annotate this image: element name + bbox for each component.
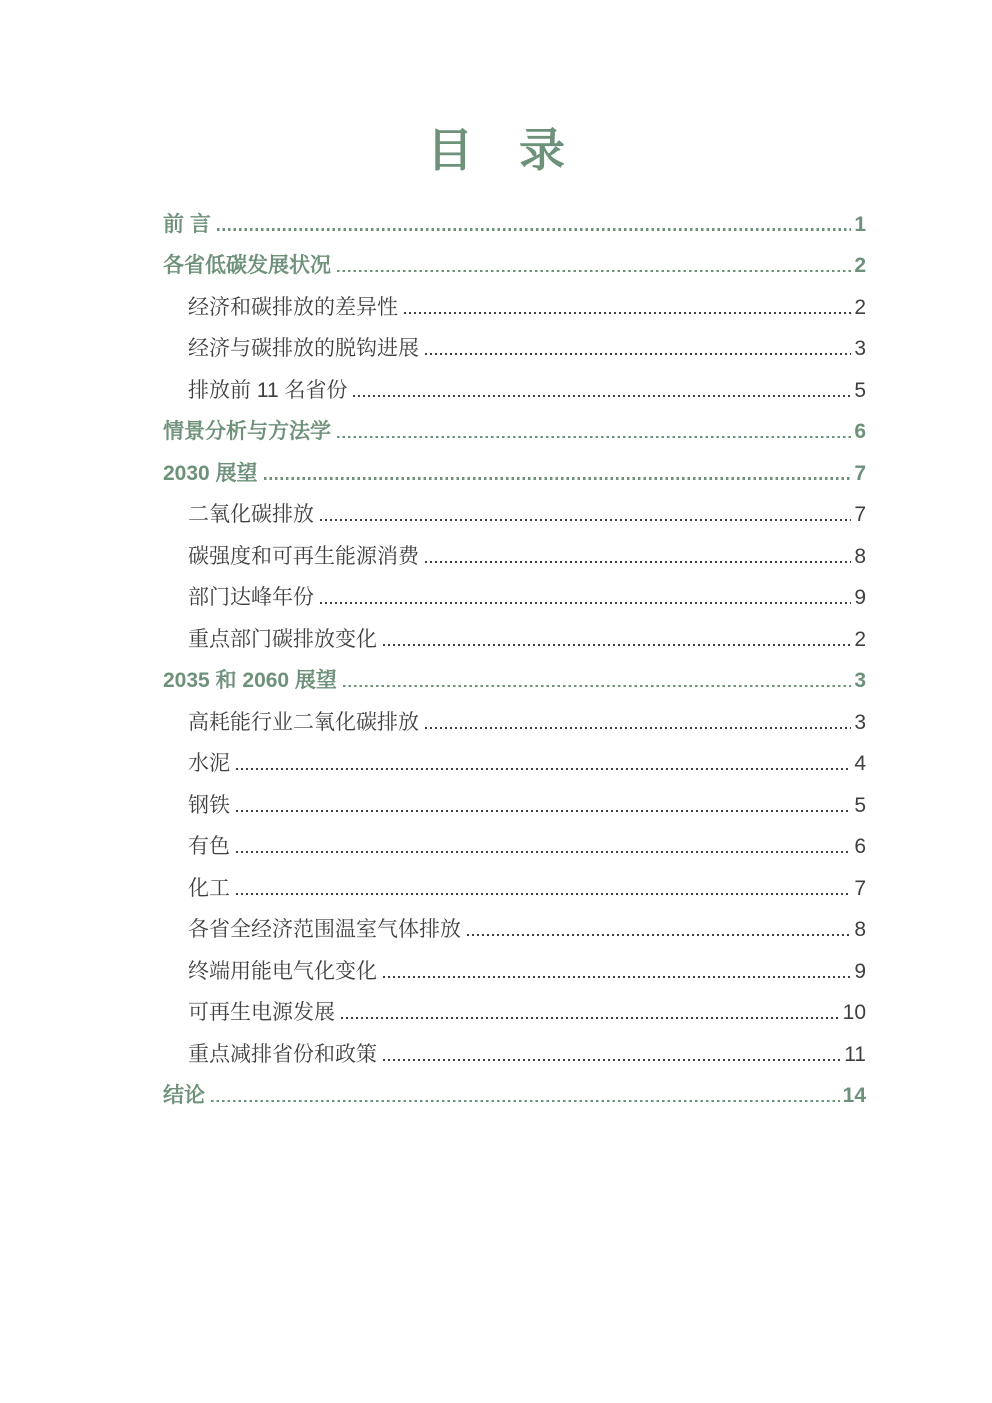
dot-leader bbox=[337, 270, 851, 273]
toc-entry-page: 3 bbox=[854, 337, 866, 360]
toc-entry-page: 10 bbox=[842, 1001, 866, 1024]
toc-entry-page: 4 bbox=[854, 752, 866, 775]
toc-entry-page: 7 bbox=[854, 503, 866, 526]
toc-entry-page: 6 bbox=[854, 835, 866, 858]
toc-entry-page: 9 bbox=[854, 959, 866, 983]
dot-leader bbox=[236, 768, 851, 770]
toc-entry[interactable] bbox=[163, 906, 866, 948]
toc-entry-label: 情景分析与方法学 bbox=[163, 420, 331, 443]
dot-leader bbox=[236, 893, 851, 895]
dot-leader bbox=[425, 353, 851, 355]
toc-entry-label: 排放前 11 名省份 bbox=[188, 378, 348, 402]
toc-entry[interactable] bbox=[163, 740, 866, 782]
toc-entry-label: 终端用能电气化变化 bbox=[188, 959, 377, 983]
toc-entry-label: 钢铁 bbox=[188, 793, 230, 817]
toc-entry-page: 14 bbox=[842, 1084, 866, 1107]
dot-leader bbox=[353, 395, 851, 397]
toc-entry-page: 1 bbox=[854, 212, 866, 236]
toc-entry-page: 8 bbox=[854, 918, 866, 941]
toc-entry-page: 3 bbox=[854, 710, 866, 734]
toc-entry-page: 5 bbox=[854, 793, 866, 817]
dot-leader bbox=[236, 810, 851, 812]
dot-leader bbox=[425, 727, 851, 729]
dot-leader bbox=[320, 519, 851, 521]
toc-entry[interactable] bbox=[163, 1072, 866, 1114]
dot-leader bbox=[383, 976, 851, 978]
toc-entry[interactable] bbox=[163, 366, 866, 408]
toc-entry[interactable] bbox=[163, 325, 866, 367]
toc-entry-label: 经济与碳排放的脱钩进展 bbox=[188, 337, 419, 360]
toc-entry-page: 9 bbox=[854, 586, 866, 609]
toc-entry-label: 前 言 bbox=[163, 212, 211, 236]
dot-leader bbox=[236, 851, 851, 853]
toc-entry[interactable] bbox=[163, 449, 866, 491]
toc-entry[interactable] bbox=[163, 823, 866, 865]
dot-leader bbox=[320, 602, 851, 604]
toc-entry[interactable] bbox=[163, 574, 866, 616]
toc-entry[interactable] bbox=[163, 615, 866, 657]
dot-leader bbox=[383, 1059, 841, 1061]
toc-entry[interactable] bbox=[163, 781, 866, 823]
toc-entry[interactable] bbox=[163, 408, 866, 450]
toc-entry[interactable] bbox=[163, 532, 866, 574]
toc-entry-label: 可再生电源发展 bbox=[188, 1001, 335, 1024]
toc-entry-page: 6 bbox=[854, 420, 866, 443]
toc-entry-page: 7 bbox=[854, 876, 866, 900]
toc-entry-label: 化工 bbox=[188, 876, 230, 900]
toc-entry-page: 2 bbox=[854, 627, 866, 651]
dot-leader bbox=[404, 312, 851, 314]
toc-entry-label: 有色 bbox=[188, 835, 230, 858]
toc-entry-label: 2030 展望 bbox=[163, 461, 258, 485]
page-title: 目 录 bbox=[427, 124, 565, 176]
toc-entry-label: 经济和碳排放的差异性 bbox=[188, 295, 398, 319]
dot-leader bbox=[383, 644, 851, 646]
toc-entry-label: 部门达峰年份 bbox=[188, 586, 314, 609]
toc-entry-label: 碳强度和可再生能源消费 bbox=[188, 544, 419, 568]
toc-entry[interactable] bbox=[163, 989, 866, 1031]
toc-entry-label: 各省全经济范围温室气体排放 bbox=[188, 918, 461, 941]
dot-leader bbox=[264, 477, 852, 480]
toc-entry-label: 重点部门碳排放变化 bbox=[188, 627, 377, 651]
toc-entry-page: 7 bbox=[854, 461, 866, 485]
dot-leader bbox=[217, 228, 851, 231]
toc-entry-label: 二氧化碳排放 bbox=[188, 503, 314, 526]
toc-entry[interactable] bbox=[163, 200, 866, 242]
dot-leader bbox=[343, 685, 851, 688]
dot-leader bbox=[341, 1017, 840, 1019]
toc-entry[interactable] bbox=[163, 864, 866, 906]
toc-entry[interactable] bbox=[163, 283, 866, 325]
toc-entry-label: 各省低碳发展状况 bbox=[163, 254, 331, 277]
toc-entry-label: 结论 bbox=[163, 1084, 205, 1107]
dot-leader bbox=[337, 436, 851, 439]
toc-entry[interactable] bbox=[163, 491, 866, 533]
table-of-contents bbox=[163, 200, 866, 1113]
toc-entry[interactable] bbox=[163, 947, 866, 989]
dot-leader bbox=[211, 1100, 840, 1103]
toc-entry-page: 3 bbox=[854, 669, 866, 692]
toc-entry-page: 11 bbox=[844, 1042, 866, 1066]
toc-entry-label: 高耗能行业二氧化碳排放 bbox=[188, 710, 419, 734]
toc-entry-page: 2 bbox=[854, 254, 866, 277]
toc-entry-page: 8 bbox=[854, 544, 866, 568]
toc-entry-label: 水泥 bbox=[188, 752, 230, 775]
toc-entry[interactable] bbox=[163, 242, 866, 284]
toc-entry[interactable] bbox=[163, 657, 866, 699]
toc-entry-page: 5 bbox=[854, 378, 866, 402]
dot-leader bbox=[467, 934, 851, 936]
toc-entry-page: 2 bbox=[854, 295, 866, 319]
toc-entry[interactable] bbox=[163, 698, 866, 740]
toc-entry-label: 2035 和 2060 展望 bbox=[163, 669, 337, 692]
toc-entry-label: 重点减排省份和政策 bbox=[188, 1042, 377, 1066]
toc-entry[interactable] bbox=[163, 1030, 866, 1072]
dot-leader bbox=[425, 561, 851, 563]
